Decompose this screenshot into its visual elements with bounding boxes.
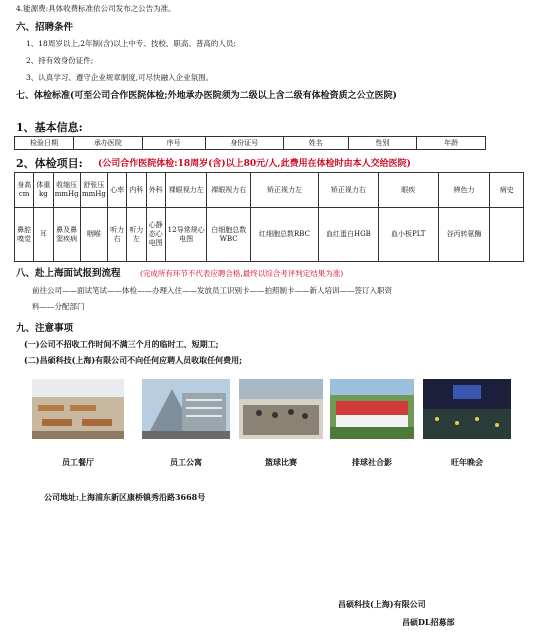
footer-company: 昌硕科技(上海)有限公司 — [338, 599, 426, 609]
s9-title: 九、注意事项 — [16, 323, 74, 334]
s9-item-1: (一)公司不招收工作时间不满三个月的临时工、短期工; — [24, 339, 219, 349]
dormitory-photo — [142, 379, 230, 439]
exam-header: 外科 — [146, 173, 165, 208]
s8-flow-line-2: 料——分配部门 — [32, 302, 85, 311]
s9-item-2: (二)昌硕科技(上海)有限公司不向任何应聘人员收取任何费用; — [24, 355, 243, 365]
exam-cell: 咽喉 — [80, 208, 107, 262]
exam-header: 裸眼视力左 — [165, 173, 207, 208]
exam-header: 体重kg — [34, 173, 53, 208]
exam-cell: 听力左 — [127, 208, 146, 262]
s6-item-1: 1、18周岁以上,2年制(含)以上中专、技校、职高、普高的人员; — [26, 39, 236, 48]
photo-caption: 篮球比赛 — [265, 457, 297, 467]
exam-cell: 红细胞总数RBC — [251, 208, 319, 262]
exam-header: 病史 — [490, 173, 524, 208]
basic-info-header: 年龄 — [417, 137, 486, 150]
exam-cell — [490, 208, 524, 262]
year-end-party-photo — [423, 379, 511, 439]
exam-cell: 白细胞总数WBC — [207, 208, 251, 262]
cafeteria-photo — [32, 379, 124, 439]
volleyball-group-photo — [330, 379, 414, 439]
exam-header: 舒张压mmHg — [80, 173, 107, 208]
basic-info-header: 身份证号 — [205, 137, 283, 150]
s7-title: 七、体检标准(可至公司合作医院体检;外地承办医院须为二级以上含二级有体检资质之公立医院) — [16, 91, 397, 101]
basketball-photo — [239, 379, 323, 439]
s8-flow-line-1: 前往公司——面试笔试——体检——办理入住——发放员工识别卡——拍照制卡——新人培训——签订入职资 — [32, 286, 392, 295]
exam-header: 矫正视力左 — [251, 173, 319, 208]
exam-cell: 血红蛋白HGB — [318, 208, 378, 262]
photo-caption: 员工餐厅 — [62, 457, 94, 467]
s1-title: 1、基本信息: — [16, 121, 83, 134]
s8-title: 八、赴上海面试报到流程 — [16, 268, 121, 279]
footer-department: 昌硕DL招募部 — [402, 617, 455, 627]
photo-caption: 排球社合影 — [352, 457, 392, 467]
basic-info-table — [14, 136, 486, 150]
s2-title: 2、体检项目: — [16, 157, 83, 170]
exam-cell: 谷丙转氨酶 — [438, 208, 490, 262]
s6-item-3: 3、认真学习、遵守企业规章制度,可尽快融入企业氛围。 — [26, 73, 214, 82]
exam-cell: 耳 — [34, 208, 53, 262]
s8-note: (完成所有环节不代表应聘合格,最终以综合考评判定结果为准) — [140, 269, 344, 278]
exam-header: 身高cm — [15, 173, 34, 208]
exam-header: 内科 — [127, 173, 146, 208]
basic-info-header: 姓名 — [283, 137, 348, 150]
basic-info-header: 承办医院 — [74, 137, 143, 150]
exam-cell: 鼻及鼻窦疾病 — [53, 208, 80, 262]
exam-header: 收缩压mmHg — [53, 173, 80, 208]
exam-header: 裸眼视力右 — [207, 173, 251, 208]
exam-cell: 血小板PLT — [378, 208, 438, 262]
basic-info-header: 性别 — [348, 137, 417, 150]
photo-caption: 员工公寓 — [170, 457, 202, 467]
company-address: 公司地址:上海浦东新区康桥镇秀沿路3668号 — [44, 492, 206, 502]
exam-header: 矫正视力右 — [318, 173, 378, 208]
exam-cell: 12导常规心电图 — [165, 208, 207, 262]
s2-fee-note: (公司合作医院体检:18周岁(含)以上80元/人,此费用在体检时由本人交给医院) — [98, 159, 411, 169]
exam-header: 辨色力 — [438, 173, 490, 208]
s5-item-4: 4.能源费:具体收费标准依公司发布之公告为准。 — [16, 4, 176, 13]
exam-header: 心率 — [108, 173, 127, 208]
exam-cell: 心静态心电图 — [146, 208, 165, 262]
exam-cell: 鼻腔嗅觉 — [15, 208, 34, 262]
exam-header: 眼疾 — [378, 173, 438, 208]
s6-title: 六、招聘条件 — [16, 22, 74, 33]
s6-item-2: 2、持有效身份证件; — [26, 56, 94, 65]
basic-info-header: 检验日期 — [15, 137, 74, 150]
basic-info-header: 序号 — [142, 137, 205, 150]
photo-caption: 旺年晚会 — [451, 457, 483, 467]
exam-items-table — [14, 172, 524, 262]
exam-cell: 听力右 — [108, 208, 127, 262]
